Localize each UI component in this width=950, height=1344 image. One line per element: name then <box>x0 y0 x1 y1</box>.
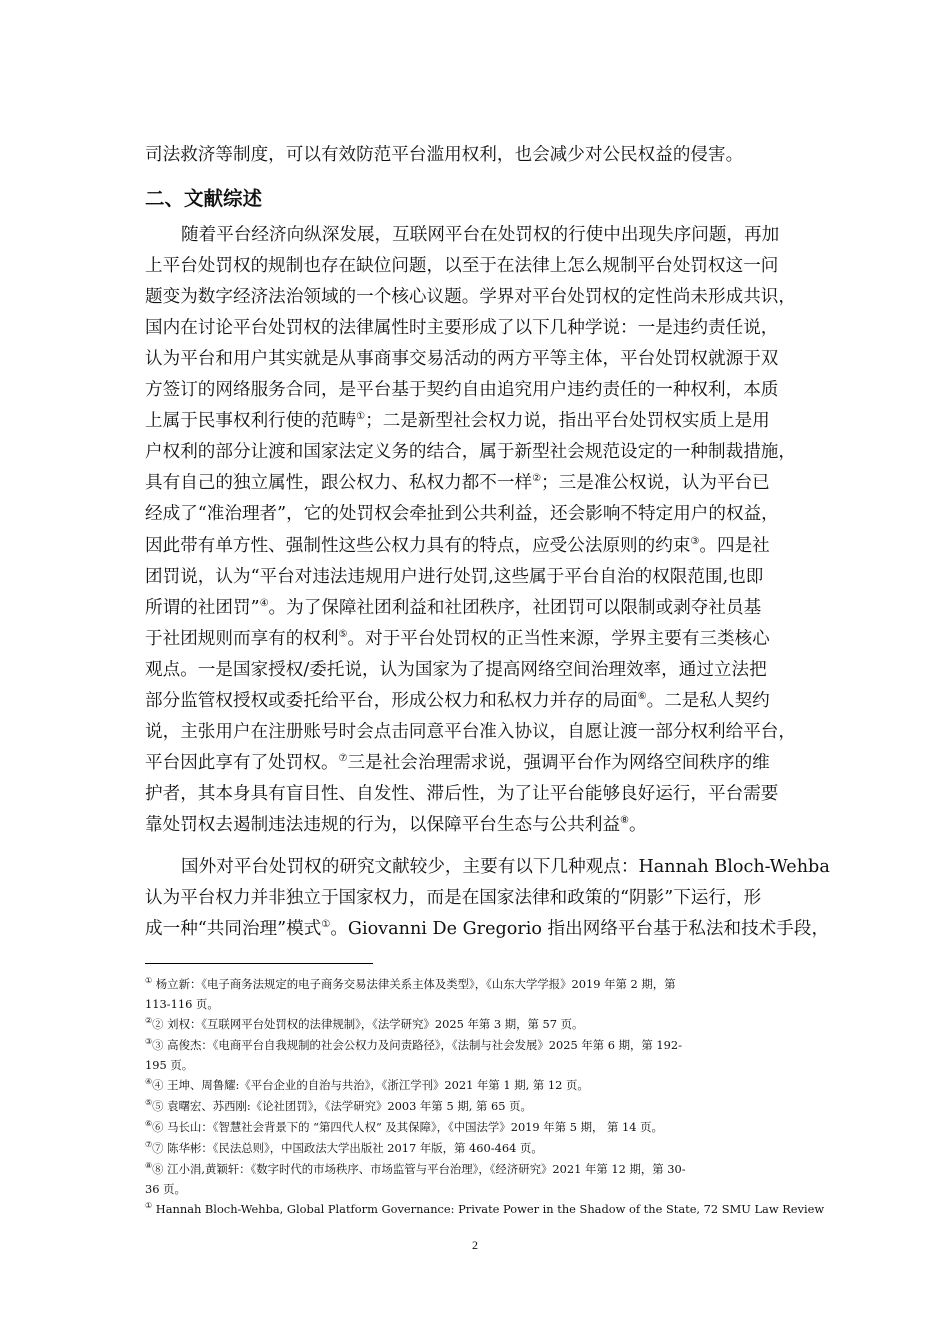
body-line <box>181 225 779 245</box>
line-text: 。四是社 <box>699 536 770 556</box>
body-line <box>181 857 830 877</box>
line-text: 上平台处罚权的规制也存在缺位问题，以至于在法律上怎么规制平台处罚权这一问 <box>145 256 779 276</box>
footnote-mark: ⑧ <box>145 1161 153 1171</box>
line-text: 认为平台权力并非独立于国家权力，而是在国家法律和政策的“阴影”下运行，形 <box>145 888 762 908</box>
footnote-ref[interactable]: ① <box>321 919 331 931</box>
body-line <box>145 504 779 524</box>
line-text: 。 <box>629 815 647 835</box>
footnote-mark: ⑦ <box>145 1140 153 1150</box>
line-text: 户权利的部分让渡和国家法定义务的结合，属于新型社会规范设定的一种制裁措施， <box>145 442 796 462</box>
footnote-mark: ⑥ <box>145 1119 153 1129</box>
footnote-text: ⑦ 陈华彬：《民法总则》，中国政法大学出版社 2017 年版，第 460-464 页。 <box>152 1141 543 1155</box>
line-text: 护者，其本身具有盲目性、自发性、滞后性，为了让平台能够良好运行，平台需要 <box>145 784 779 804</box>
body-line <box>145 318 778 338</box>
footnote <box>145 1141 543 1155</box>
line-text: 。Giovanni De Gregorio 指出网络平台基于私法和技术手段， <box>330 919 830 939</box>
page-number: 2 <box>472 1238 478 1252</box>
body-line <box>145 629 770 649</box>
footnote-mark: ① <box>145 976 153 986</box>
body-line <box>145 888 761 908</box>
line-text: ；二是新型社会权力说，指出平台处罚权实质上是用 <box>365 411 770 431</box>
line-text: 。对于平台处罚权的正当性来源，学界主要有三类核心 <box>347 629 770 649</box>
footnote-text: 杨立新：《电子商务法规定的电子商务交易法律关系主体及类型》，《山东大学学报》2019 年第 2 期，第 <box>152 977 676 991</box>
footnote <box>145 1038 682 1052</box>
line-text: 部分监管权授权或委托给平台，形成公权力和私权力并存的局面 <box>145 691 638 711</box>
body-line <box>145 411 770 431</box>
footnote-mark: ③ <box>145 1037 153 1047</box>
footnote-continuation: 36 页。 <box>145 1182 186 1196</box>
footnote-text: ③ 高俊杰：《电商平台自我规制的社会公权力及问责路径》，《法制与社会发展》2025 年第 6 期，第 192- <box>152 1038 683 1052</box>
line-text: 团罚说，认为“平台对违法违规用户进行处罚,这些属于平台自治的权限范围,也即 <box>145 567 764 587</box>
line-text: 说，主张用户在注册账号时会点击同意平台准入协议，自愿让渡一部分权利给平台， <box>145 722 796 742</box>
line-text: 国外对平台处罚权的研究文献较少，主要有以下几种观点：Hannah Bloch-Wehba <box>181 857 830 877</box>
footnote-text: Hannah Bloch-Wehba, Global Platform Governance: Private Power in the Shadow of the State, 72 SMU Law Review <box>152 1202 825 1216</box>
body-line <box>145 815 647 835</box>
footnote-text: ④ 王坤、周鲁耀:《平台企业的自治与共治》，《浙江学刊》2021 年第 1 期, 第 12 页。 <box>152 1078 589 1092</box>
footnote-ref[interactable]: ⑥ <box>637 691 647 703</box>
body-line <box>145 660 767 680</box>
footnote <box>145 1017 583 1031</box>
footnote-ref[interactable]: ⑦ <box>338 753 348 765</box>
footnote <box>145 1078 589 1092</box>
line-text: ；三是准公权说，认为平台已 <box>541 473 770 493</box>
line-text: 认为平台和用户其实就是从事商事交易活动的两方平等主体，平台处罚权就源于双 <box>145 349 779 369</box>
footnote <box>145 1120 663 1134</box>
footnote-mark: ① <box>145 1201 153 1211</box>
line-text: 具有自己的独立属性，跟公权力、私权力都不一样 <box>145 473 533 493</box>
body-line <box>145 784 778 804</box>
line-text: 成一种“共同治理”模式 <box>145 919 322 939</box>
body-line <box>145 567 763 587</box>
footnote-text: ⑥ 马长山：《智慧社会背景下的 “第四代人权” 及其保障》，《中国法学》2019 年第 5 期， 第 14 页。 <box>152 1120 663 1134</box>
footnote-separator <box>145 963 373 964</box>
footnote-continuation: 113-116 页。 <box>145 997 219 1011</box>
footnote-ref[interactable]: ⑤ <box>338 629 348 641</box>
footnote <box>145 1162 686 1176</box>
footnote-mark: ④ <box>145 1077 153 1087</box>
line-text: 平台因此享有了处罚权。 <box>145 753 339 773</box>
footnote-mark: ⑤ <box>145 1098 153 1108</box>
line-text: 随着平台经济向纵深发展，互联网平台在处罚权的行使中出现失序问题，再加 <box>181 225 780 245</box>
line-text: 上属于民事权利行使的范畴 <box>145 411 357 431</box>
footnote-ref[interactable]: ① <box>356 411 366 423</box>
line-text: 于社团规则而享有的权利 <box>145 629 339 649</box>
body-line <box>145 442 796 462</box>
line-text: 靠处罚权去遏制违法违规的行为，以保障平台生态与公共利益 <box>145 815 621 835</box>
footnote-text: ⑧ 江小涓,黄颖轩：《数字时代的市场秩序、市场监管与平台治理》，《经济研究》2021 年第 12 期，第 30- <box>152 1162 686 1176</box>
body-line <box>145 598 761 618</box>
footnote-ref[interactable]: ③ <box>690 536 700 548</box>
line-text: 经成了“准治理者”，它的处罚权会牵扯到公共利益，还会影响不特定用户的权益， <box>145 504 779 524</box>
section-heading: 二、文献综述 <box>145 187 263 210</box>
footnote-text: ⑤ 袁曙宏、苏西刚:《论社团罚》，《法学研究》2003 年第 5 期, 第 65 页。 <box>152 1099 532 1113</box>
body-line: 司法救济等制度，可以有效防范平台滥用权利，也会减少对公民权益的侵害。 <box>145 145 744 165</box>
footnote <box>145 1099 532 1113</box>
line-text: 因此带有单方性、强制性这些公权力具有的特点，应受公法原则的约束 <box>145 536 691 556</box>
body-line <box>145 753 770 773</box>
body-line <box>145 919 829 939</box>
footnote <box>145 977 676 991</box>
line-text: 国内在讨论平台处罚权的法律属性时主要形成了以下几种学说：一是违约责任说， <box>145 318 779 338</box>
line-text: 题变为数字经济法治领域的一个核心议题。学界对平台处罚权的定性尚未形成共识， <box>145 287 796 307</box>
line-text: 所谓的社团罚” <box>145 598 260 618</box>
line-text: 。二是私人契约 <box>646 691 770 711</box>
body-line <box>145 536 770 556</box>
body-line <box>145 256 778 276</box>
footnote <box>145 1202 824 1216</box>
body-line <box>145 722 796 742</box>
line-text: 观点。一是国家授权/委托说，认为国家为了提高网络空间治理效率，通过立法把 <box>145 660 767 680</box>
footnote-text: ② 刘权：《互联网平台处罚权的法律规制》，《法学研究》2025 年第 3 期，第 57 页。 <box>152 1017 584 1031</box>
body-line <box>145 349 778 369</box>
line-text: 。为了保障社团利益和社团秩序，社团罚可以限制或剥夺社员基 <box>268 598 762 618</box>
footnote-ref[interactable]: ⑧ <box>620 815 630 827</box>
line-text: 三是社会治理需求说，强调平台作为网络空间秩序的维 <box>347 753 770 773</box>
body-line <box>145 473 770 493</box>
body-line <box>145 380 778 400</box>
footnote-ref[interactable]: ④ <box>259 598 269 610</box>
footnote-ref[interactable]: ② <box>532 473 542 485</box>
body-line <box>145 287 796 307</box>
line-text: 方签订的网络服务合同，是平台基于契约自由追究用户违约责任的一种权利，本质 <box>145 380 779 400</box>
footnote-continuation: 195 页。 <box>145 1058 194 1072</box>
body-line <box>145 691 770 711</box>
footnote-mark: ② <box>145 1016 153 1026</box>
